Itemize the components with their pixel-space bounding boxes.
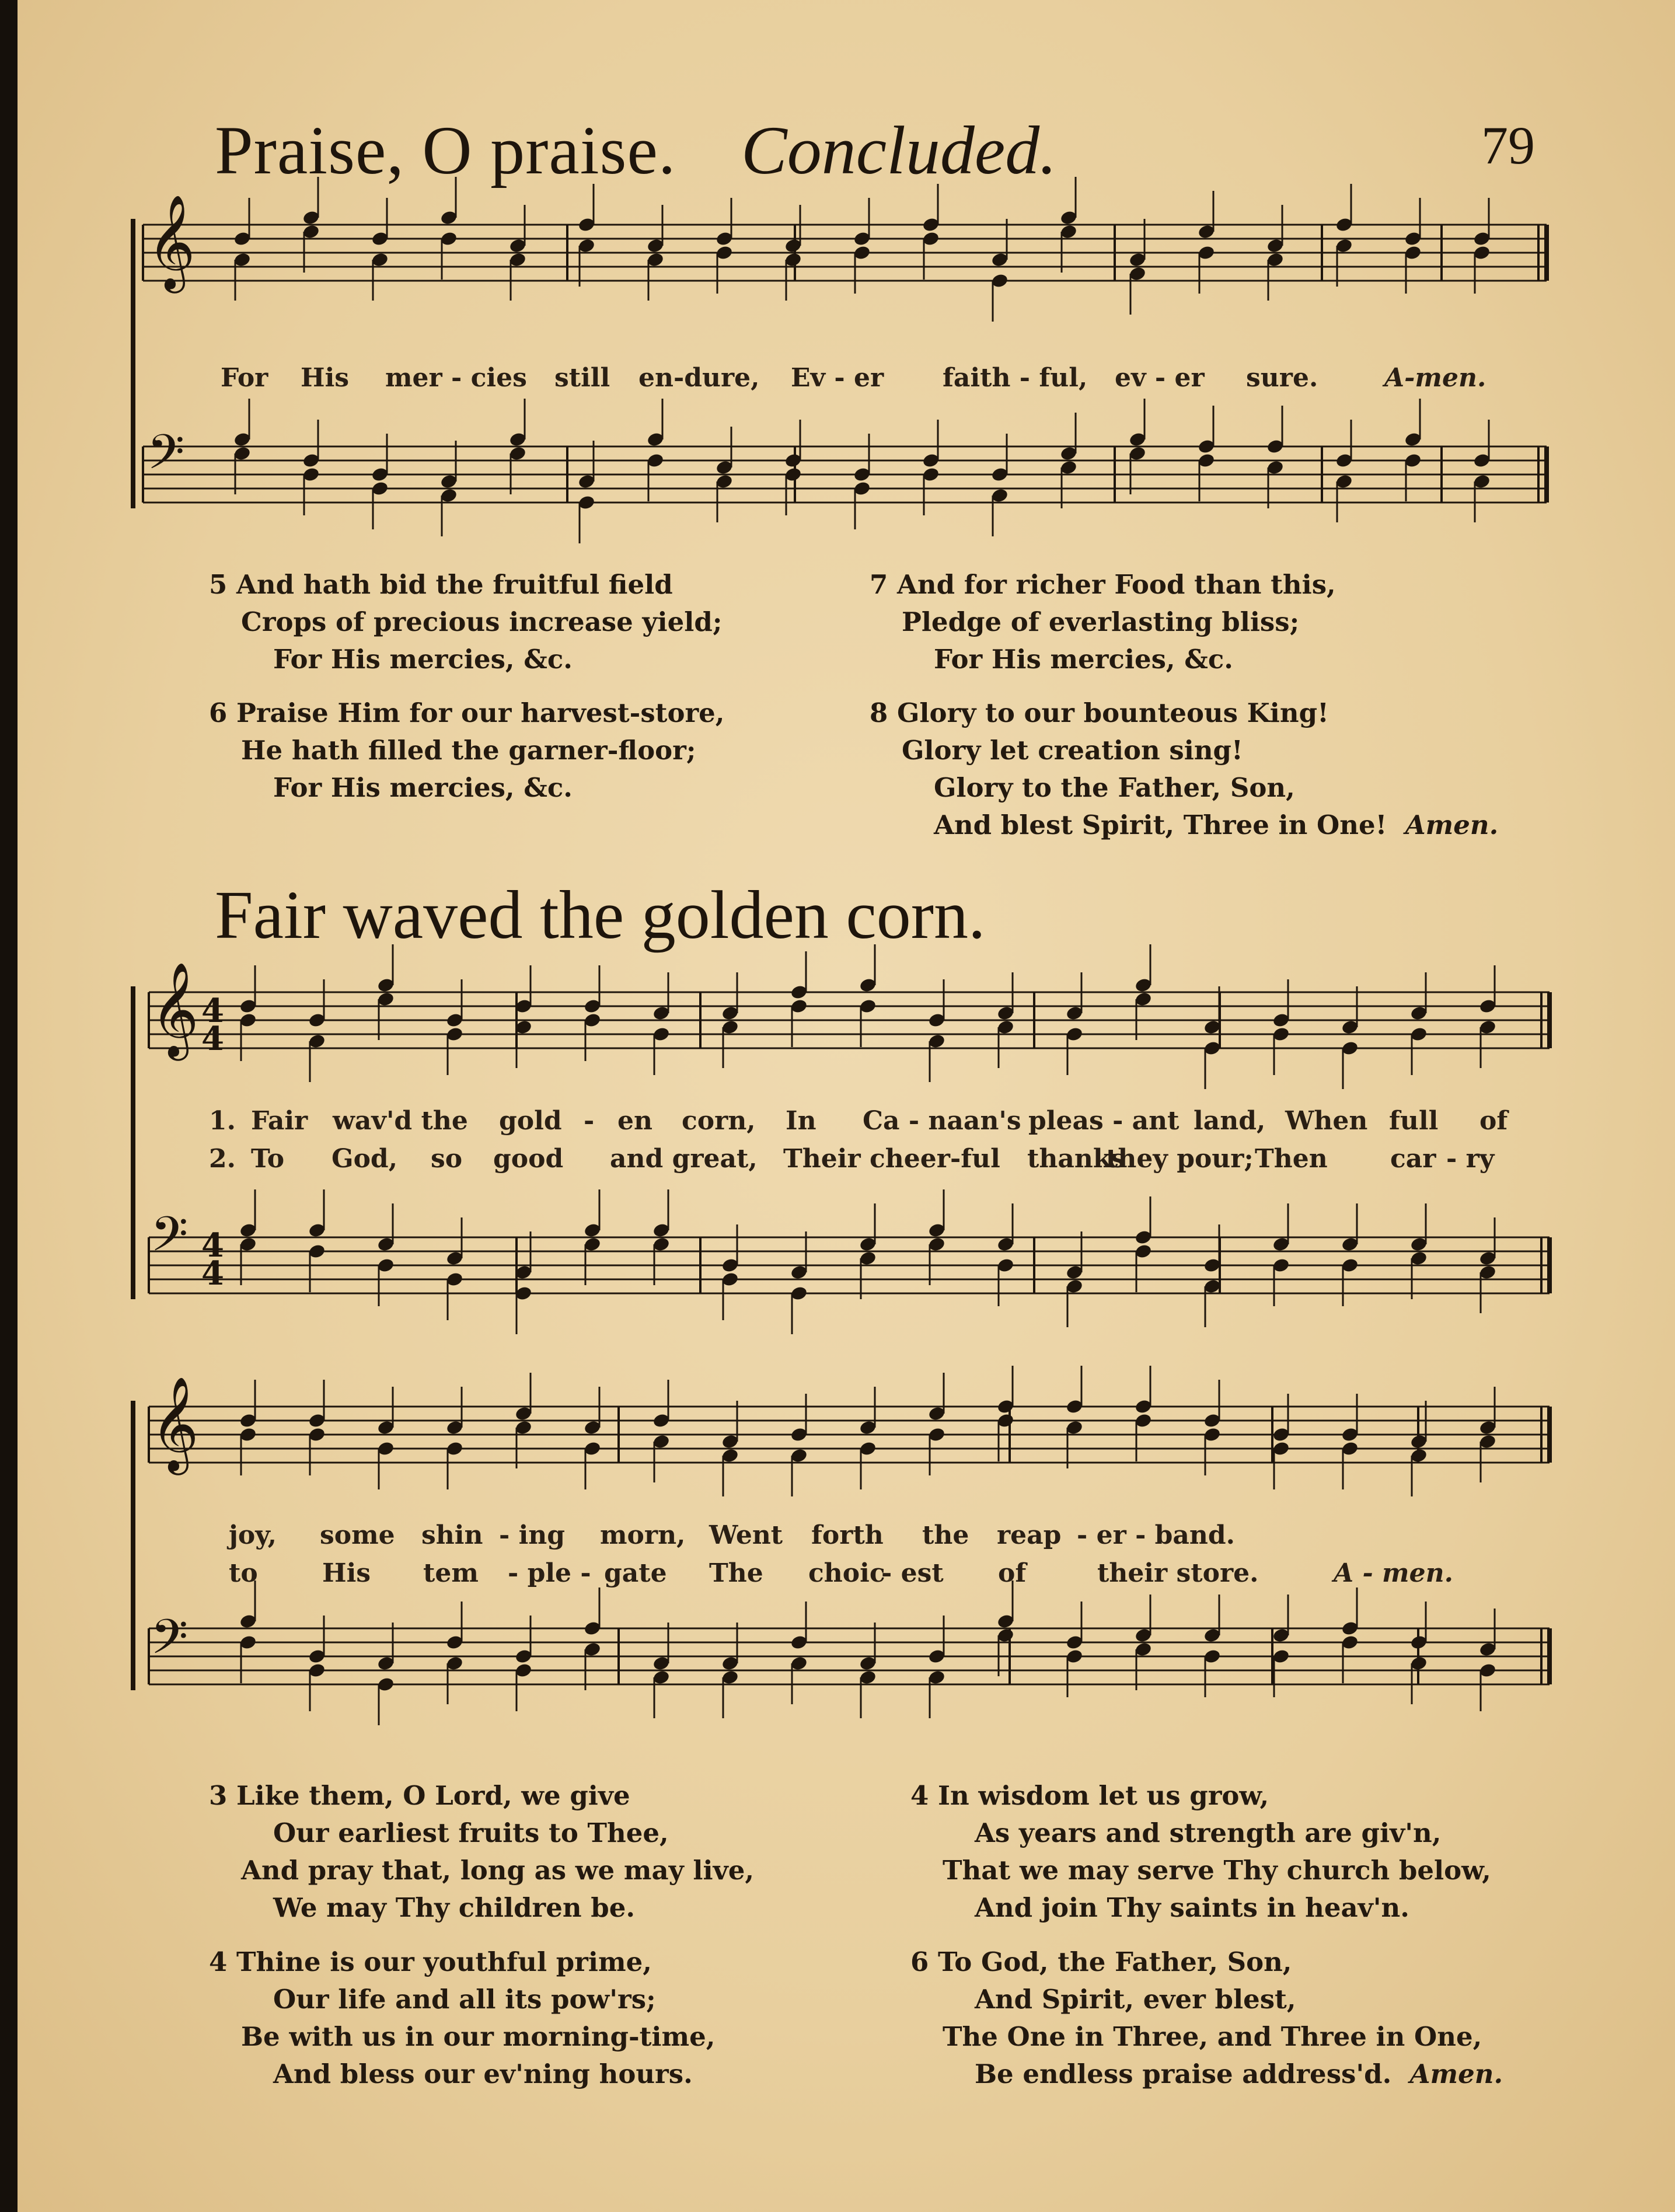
lyric-word: morn,	[600, 1520, 686, 1550]
lyric-word: thanks	[1027, 1144, 1126, 1174]
lyric-word: good	[493, 1144, 564, 1174]
lyric-word: of	[998, 1558, 1027, 1588]
treble-clef-icon: 𝄞	[151, 962, 199, 1057]
lyric-word: their store.	[1097, 1558, 1259, 1588]
lyric-word: 1.	[209, 1106, 236, 1136]
hymn1-title-concluded: Concluded.	[741, 112, 1057, 189]
lyric-word: Then	[1255, 1144, 1328, 1174]
lyric-word: en	[617, 1106, 652, 1136]
hymn1-verse-8: 8 Glory to our bounteous King! Glory let creation sing! Glory to the Father, Son, And blest Spirit, Three in One! Amen.	[870, 697, 1499, 840]
lyric-word: Ca - naan's	[863, 1106, 1021, 1136]
hymn2-system1-lyric-line-2	[0, 1144, 1675, 1179]
lyric-word: to	[229, 1558, 258, 1588]
lyric-word: and great,	[610, 1144, 758, 1174]
lyric-word: gold	[499, 1106, 562, 1136]
lyric-word: so	[431, 1144, 463, 1174]
lyric-word: full	[1389, 1106, 1439, 1136]
lyric-word: wav'd the	[333, 1106, 468, 1136]
hymn2-verse-6: 6 To God, the Father, Son, And Spirit, ever blest, The One in Three, and Three in One, Be endless praise address'd. Amen.	[910, 1946, 1503, 2089]
hymn2-verse-3: 3 Like them, O Lord, we give Our earliest fruits to Thee, And pray that, long as we may live, We may Thy children be.	[209, 1780, 755, 1923]
lyric-word: 2.	[209, 1144, 236, 1174]
bass-clef-icon: 𝄢	[151, 1206, 189, 1274]
page-number: 79	[1481, 116, 1535, 175]
hymn2-verse-4-right: 4 In wisdom let us grow, As years and strength are giv'n, That we may serve Thy church below, And join Thy saints in heav'n.	[910, 1780, 1491, 1923]
hymn2-title: Fair waved the golden corn.	[215, 877, 986, 953]
hymn1-verse-6: 6 Praise Him for our harvest-store, He hath filled the garner-floor; For His mercies, &c.	[209, 697, 725, 803]
lyric-word: - ry	[1446, 1144, 1495, 1174]
time-signature-bass: 4 4	[201, 1226, 224, 1293]
lyric-word: ev - er	[1115, 363, 1205, 393]
hymn2-system2-lyric-line-1	[0, 1520, 1675, 1555]
lyric-word: - er - band.	[1077, 1520, 1236, 1550]
lyric-word: some	[320, 1520, 395, 1550]
lyric-word: Their	[783, 1144, 861, 1174]
lyric-word: His	[301, 363, 350, 393]
lyric-word: - est	[881, 1558, 944, 1588]
lyric-word: shin	[421, 1520, 483, 1550]
lyric-word: cheer-ful	[870, 1144, 1000, 1174]
lyric-word: faith - ful,	[943, 363, 1088, 393]
lyric-word: of	[1479, 1106, 1508, 1136]
lyric-word: Went	[709, 1520, 783, 1550]
lyric-word: When	[1285, 1106, 1368, 1136]
lyric-word: - ple -	[508, 1558, 591, 1588]
hymn1-verse-7: 7 And for richer Food than this, Pledge of everlasting bliss; For His mercies, &c.	[870, 569, 1336, 675]
lyric-amen: A - men.	[1334, 1558, 1453, 1588]
hymn2-verse-4-left: 4 Thine is our youthful prime, Our life and all its pow'rs; Be with us in our morning-time, And bless our ev'ning hours.	[209, 1946, 716, 2089]
lyric-word: pleas - ant	[1028, 1106, 1180, 1136]
lyric-word: joy,	[229, 1520, 277, 1550]
lyric-word: Fair	[251, 1106, 308, 1136]
lyric-word: gate	[604, 1558, 667, 1588]
lyric-word: land,	[1194, 1106, 1266, 1136]
hymn1-title: Praise, O praise.	[215, 112, 676, 189]
lyric-word: mer - cies	[385, 363, 527, 393]
lyric-word: In	[786, 1106, 816, 1136]
lyric-word: still	[554, 363, 610, 393]
lyric-word: To	[251, 1144, 285, 1174]
hymn1-verse-5: 5 And hath bid the fruitful field Crops of precious increase yield; For His mercies, &c.	[209, 569, 723, 675]
treble-clef-icon: 𝄞	[151, 1376, 199, 1471]
hymn1-lyric-line	[0, 363, 1675, 398]
lyric-word: For	[221, 363, 268, 393]
lyric-word: -	[584, 1106, 595, 1136]
hymn2-system1-lyric-line-1	[0, 1106, 1675, 1141]
lyric-word: the	[922, 1520, 969, 1550]
lyric-word: choic	[808, 1558, 885, 1588]
bass-clef-icon: 𝄢	[147, 424, 185, 492]
lyric-word: - ing	[499, 1520, 566, 1550]
lyric-word: reap	[997, 1520, 1062, 1550]
lyric-word: sure.	[1246, 363, 1318, 393]
lyric-word: His	[322, 1558, 371, 1588]
hymn2-system2-lyric-line-2	[0, 1558, 1675, 1593]
lyric-word: corn,	[682, 1106, 756, 1136]
lyric-word: God,	[331, 1144, 398, 1174]
lyric-word: car	[1390, 1144, 1436, 1174]
bass-clef-icon: 𝄢	[151, 1609, 189, 1677]
time-signature-treble: 4 4	[201, 992, 224, 1058]
lyric-word: forth	[811, 1520, 884, 1550]
lyric-word: The	[709, 1558, 763, 1588]
lyric-word: Ev - er	[791, 363, 884, 393]
lyric-amen: A-men.	[1384, 363, 1486, 393]
lyric-word: en-dure,	[638, 363, 760, 393]
treble-clef-icon: 𝄞	[147, 194, 196, 289]
lyric-word: tem	[423, 1558, 479, 1588]
lyric-word: they pour;	[1106, 1144, 1254, 1174]
